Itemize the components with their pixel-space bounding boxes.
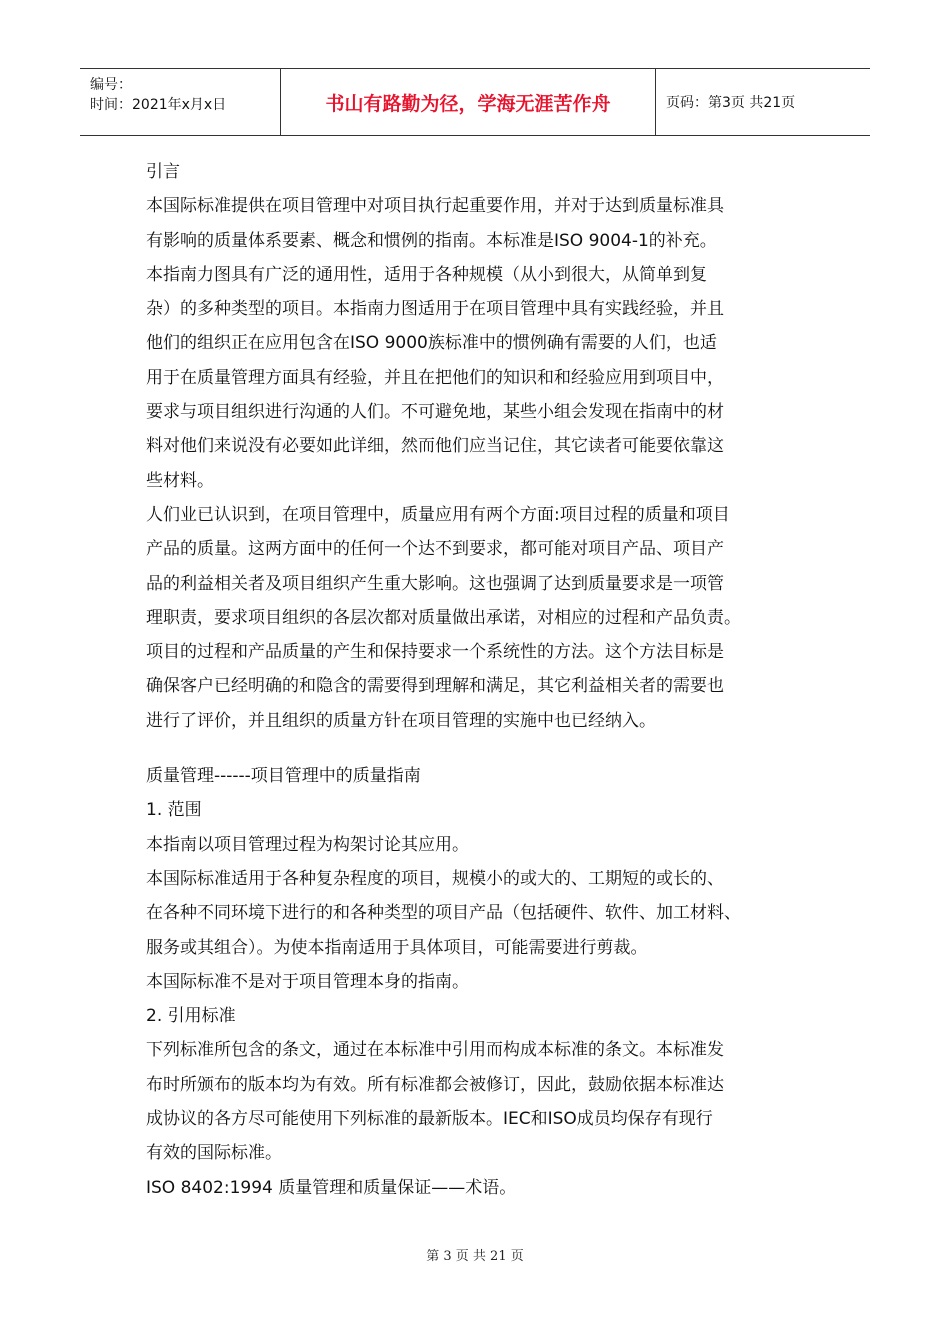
body-line: 布时所颁布的版本均为有效。所有标准都会被修订，因此，鼓励依据本标准达 — [146, 1074, 724, 1095]
document-body — [146, 155, 814, 1205]
body-line: 在各种不同环境下进行的和各种类型的项目产品（包括硬件、软件、加工材料、 — [146, 903, 741, 924]
body-line: 服务或其组合）。为使本指南适用于具体项目，可能需要进行剪裁。 — [146, 937, 648, 958]
section-title-intro: 引言 — [146, 162, 180, 182]
body-line: 料对他们来说没有必要如此详细，然而他们应当记住，其它读者可能要依靠这 — [146, 436, 724, 457]
header-meta — [80, 69, 281, 135]
body-line: 项目的过程和产品质量的产生和保持要求一个系统性的方法。这个方法目标是 — [146, 642, 724, 663]
body-line: 进行了评价，并且组织的质量方针在项目管理的实施中也已经纳入。 — [146, 710, 656, 731]
section-heading-references: 2. 引用标准 — [146, 1006, 236, 1027]
body-line: ISO 8402:1994 质量管理和质量保证——术语。 — [146, 1177, 517, 1198]
body-line: 理职责，要求项目组织的各层次都对质量做出承诺，对相应的过程和产品负责。 — [146, 607, 741, 628]
body-line: 要求与项目组织进行沟通的人们。不可避免地，某些小组会发现在指南中的材 — [146, 402, 724, 423]
body-line: 本国际标准提供在项目管理中对项目执行起重要作用，并对于达到质量标准具 — [146, 196, 724, 217]
body-line: 确保客户已经明确的和隐含的需要得到理解和满足，其它利益相关者的需要也 — [146, 676, 724, 697]
body-line: 成协议的各方尽可能使用下列标准的最新版本。IEC和ISO成员均保存有现行 — [146, 1109, 713, 1130]
body-line: 本指南以项目管理过程为构架讨论其应用。 — [146, 834, 469, 855]
body-line: 下列标准所包含的条文，通过在本标准中引用而构成本标准的条文。本标准发 — [146, 1040, 724, 1061]
body-line: 品的利益相关者及项目组织产生重大影响。这也强调了达到质量要求是一项管 — [146, 573, 724, 594]
body-line: 有效的国际标准。 — [146, 1143, 282, 1164]
body-line: 些材料。 — [146, 470, 214, 491]
time-label: 时间：2021年x月x日 — [90, 97, 227, 113]
body-line: 本国际标准不是对于项目管理本身的指南。 — [146, 971, 469, 992]
body-line: 产品的质量。这两方面中的任何一个达不到要求，都可能对项目产品、项目产 — [146, 539, 724, 560]
page-header — [80, 68, 870, 136]
body-line: 本指南力图具有广泛的通用性，适用于各种规模（从小到很大，从简单到复 — [146, 264, 707, 285]
body-line: 有影响的质量体系要素、概念和惯例的指南。本标准是ISO 9004-1的补充。 — [146, 230, 717, 251]
body-line: 杂）的多种类型的项目。本指南力图适用于在项目管理中具有实践经验，并且 — [146, 299, 724, 320]
paragraph-gap — [146, 738, 814, 759]
body-line: 人们业已认识到，在项目管理中，质量应用有两个方面:项目过程的质量和项目 — [146, 504, 730, 525]
section-heading-scope: 1. 范围 — [146, 800, 202, 821]
header-page-info: 页码：第3页 共21页 — [666, 95, 796, 111]
document-title: 质量管理------项目管理中的质量指南 — [146, 766, 421, 787]
page-footer: 第 3 页 共 21 页 — [426, 1249, 524, 1264]
body-line: 他们的组织正在应用包含在ISO 9000族标准中的惯例确有需要的人们，也适 — [146, 333, 717, 354]
number-label: 编号： — [90, 77, 132, 93]
body-line: 用于在质量管理方面具有经验，并且在把他们的知识和和经验应用到项目中， — [146, 367, 724, 388]
body-line: 本国际标准适用于各种复杂程度的项目，规模小的或大的、工期短的或长的、 — [146, 868, 724, 889]
header-motto: 书山有路勤为径，学海无涯苦作舟 — [281, 69, 656, 135]
